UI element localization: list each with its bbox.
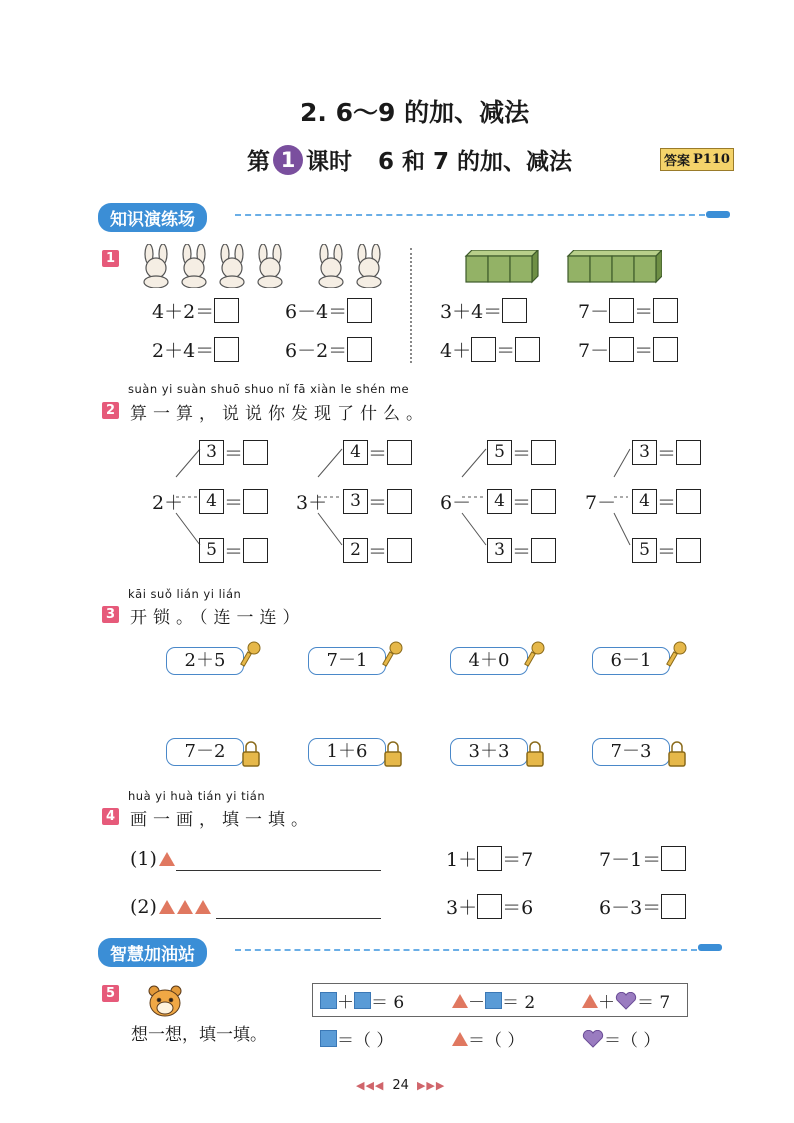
q2-row: 5 ＝ <box>632 537 701 564</box>
q2-instruction: 算一算，说说你发现了什么。 <box>130 404 429 424</box>
answer-box[interactable] <box>477 846 502 871</box>
page-number: 24 <box>392 1078 409 1093</box>
q5-answer-2: ＝（ ） <box>452 1026 524 1051</box>
triangle-icon <box>159 852 175 866</box>
right-arrows-icon: ▶▶▶ <box>416 1079 446 1092</box>
answer-box[interactable] <box>531 538 556 563</box>
q4-eq-4: 6－3＝ <box>599 893 686 920</box>
key-icon <box>666 640 690 670</box>
square-icon <box>485 992 502 1009</box>
q5-instruction: 想一想，填一填。 <box>131 1025 267 1045</box>
tiger-icon <box>146 985 184 1017</box>
q4-eq-1: 1＋ ＝7 <box>446 845 533 872</box>
square-icon <box>320 1030 337 1047</box>
q4-eq-2: 7－1＝ <box>599 845 686 872</box>
answer-box[interactable] <box>653 337 678 362</box>
q5-answer-3: ＝（ ） <box>582 1026 660 1051</box>
cubes-image <box>462 250 662 284</box>
lesson-number: 1 <box>273 145 303 175</box>
question-number: 2 <box>102 402 119 419</box>
bunnies-image-group-2 <box>313 244 393 288</box>
q4-instruction: 画一画，填一填。 <box>130 810 314 830</box>
q2-row: 5 ＝ <box>487 439 556 466</box>
key-icon <box>382 640 406 670</box>
q5-clue-2: － ＝ 2 <box>452 988 535 1013</box>
q2-row: 4 ＝ <box>199 488 268 515</box>
answer-box[interactable] <box>214 337 239 362</box>
answer-page: P110 <box>693 152 730 167</box>
pen-icon <box>698 944 722 951</box>
q5-clue-3: ＋ ＝ 7 <box>582 988 670 1013</box>
heart-icon <box>615 992 637 1010</box>
question-number: 1 <box>102 250 119 267</box>
answer-box[interactable] <box>387 440 412 465</box>
answer-box[interactable] <box>661 846 686 871</box>
section-divider <box>235 214 705 216</box>
answer-box[interactable] <box>515 337 540 362</box>
q2-operator: 6－ <box>440 492 472 514</box>
q2-row: 3 ＝ <box>632 439 701 466</box>
key-card[interactable]: 2＋5 <box>166 647 244 675</box>
triangle-icon <box>582 994 598 1008</box>
q2-row: 3 ＝ <box>343 488 412 515</box>
answer-box[interactable] <box>502 298 527 323</box>
triangle-icon <box>159 900 175 914</box>
q2-operator: 3＋ <box>296 492 328 514</box>
padlock-icon <box>383 740 403 768</box>
lock-card[interactable]: 3＋3 <box>450 738 528 766</box>
answer-box[interactable] <box>676 489 701 514</box>
page-title: 2. 6～9 的加、减法 <box>300 98 530 127</box>
triangle-icon <box>452 994 468 1008</box>
q2-pinyin: suàn yi suàn shuō shuo nǐ fā xiàn le shén me <box>128 382 410 396</box>
q1-eq-6: 7－ ＝ <box>578 297 678 324</box>
answer-box[interactable] <box>609 298 634 323</box>
lesson-suffix: 课时 <box>306 149 352 175</box>
key-icon <box>524 640 548 670</box>
key-card[interactable]: 6－1 <box>592 647 670 675</box>
pen-icon <box>706 211 730 218</box>
answer-box[interactable] <box>653 298 678 323</box>
key-card[interactable]: 4＋0 <box>450 647 528 675</box>
answer-box[interactable] <box>477 894 502 919</box>
section-tag-practice: 知识演练场 <box>98 203 207 232</box>
answer-badge[interactable] <box>660 148 734 171</box>
answer-box[interactable] <box>531 440 556 465</box>
answer-box[interactable] <box>347 337 372 362</box>
answer-box[interactable] <box>214 298 239 323</box>
lock-card[interactable]: 7－3 <box>592 738 670 766</box>
triangle-icon <box>177 900 193 914</box>
q1-eq-1: 4＋2＝ <box>152 297 239 324</box>
lesson-title <box>247 143 572 176</box>
lesson-topic: 6 和 7 的加、减法 <box>378 149 573 175</box>
answer-box[interactable] <box>243 489 268 514</box>
q1-eq-8: 7－ ＝ <box>578 336 678 363</box>
section-divider <box>235 949 697 951</box>
question-number: 5 <box>102 985 119 1002</box>
q2-row: 4 ＝ <box>632 488 701 515</box>
padlock-icon <box>241 740 261 768</box>
q5-clue-1: ＋ ＝ 6 <box>320 988 404 1013</box>
answer-box[interactable] <box>676 538 701 563</box>
lock-card[interactable]: 7－2 <box>166 738 244 766</box>
q2-row: 4 ＝ <box>343 439 412 466</box>
heart-icon <box>582 1030 604 1048</box>
lesson-prefix: 第 <box>247 149 270 175</box>
page-footer <box>356 1078 445 1093</box>
q2-row: 3 ＝ <box>199 439 268 466</box>
padlock-icon <box>525 740 545 768</box>
bunnies-image-group-4 <box>138 244 298 288</box>
q1-eq-4: 6－2＝ <box>285 336 372 363</box>
left-arrows-icon: ◀◀◀ <box>356 1079 385 1092</box>
q4-pinyin: huà yi huà tián yi tián <box>128 789 266 803</box>
question-number: 3 <box>102 606 119 623</box>
q1-eq-3: 2＋4＝ <box>152 336 239 363</box>
answer-box[interactable] <box>471 337 496 362</box>
q4-item-2: (2) <box>130 896 211 918</box>
key-icon <box>240 640 264 670</box>
answer-box[interactable] <box>531 489 556 514</box>
question-number: 4 <box>102 808 119 825</box>
q2-row: 3 ＝ <box>487 537 556 564</box>
q3-pinyin: kāi suǒ lián yi lián <box>128 587 242 601</box>
answer-box[interactable] <box>387 538 412 563</box>
q1-eq-7: 4＋ ＝ <box>440 336 540 363</box>
q2-row: 2 ＝ <box>343 537 412 564</box>
drawing-line[interactable] <box>176 870 381 871</box>
answer-label: 答案 <box>664 154 691 169</box>
square-icon <box>354 992 371 1009</box>
answer-box[interactable] <box>676 440 701 465</box>
triangle-icon <box>195 900 211 914</box>
lock-card[interactable]: 1＋6 <box>308 738 386 766</box>
q4-item-1: (1) <box>130 848 175 870</box>
triangle-icon <box>452 1032 468 1046</box>
q1-eq-5: 3＋4＝ <box>440 297 527 324</box>
padlock-icon <box>667 740 687 768</box>
answer-box[interactable] <box>609 337 634 362</box>
q2-operator: 2＋ <box>152 492 184 514</box>
q3-instruction: 开锁。（连一连） <box>130 608 306 628</box>
q2-row: 5 ＝ <box>199 537 268 564</box>
q5-answer-1: ＝（ ） <box>320 1026 393 1051</box>
answer-box[interactable] <box>347 298 372 323</box>
divider <box>410 248 412 363</box>
answer-box[interactable] <box>387 489 412 514</box>
answer-box[interactable] <box>243 538 268 563</box>
answer-box[interactable] <box>243 440 268 465</box>
answer-box[interactable] <box>661 894 686 919</box>
q2-operator: 7－ <box>585 492 617 514</box>
square-icon <box>320 992 337 1009</box>
section-tag-challenge: 智慧加油站 <box>98 938 207 967</box>
q4-eq-3: 3＋ ＝6 <box>446 893 533 920</box>
q2-row: 4 ＝ <box>487 488 556 515</box>
q1-eq-2: 6－4＝ <box>285 297 372 324</box>
drawing-line[interactable] <box>216 918 381 919</box>
key-card[interactable]: 7－1 <box>308 647 386 675</box>
